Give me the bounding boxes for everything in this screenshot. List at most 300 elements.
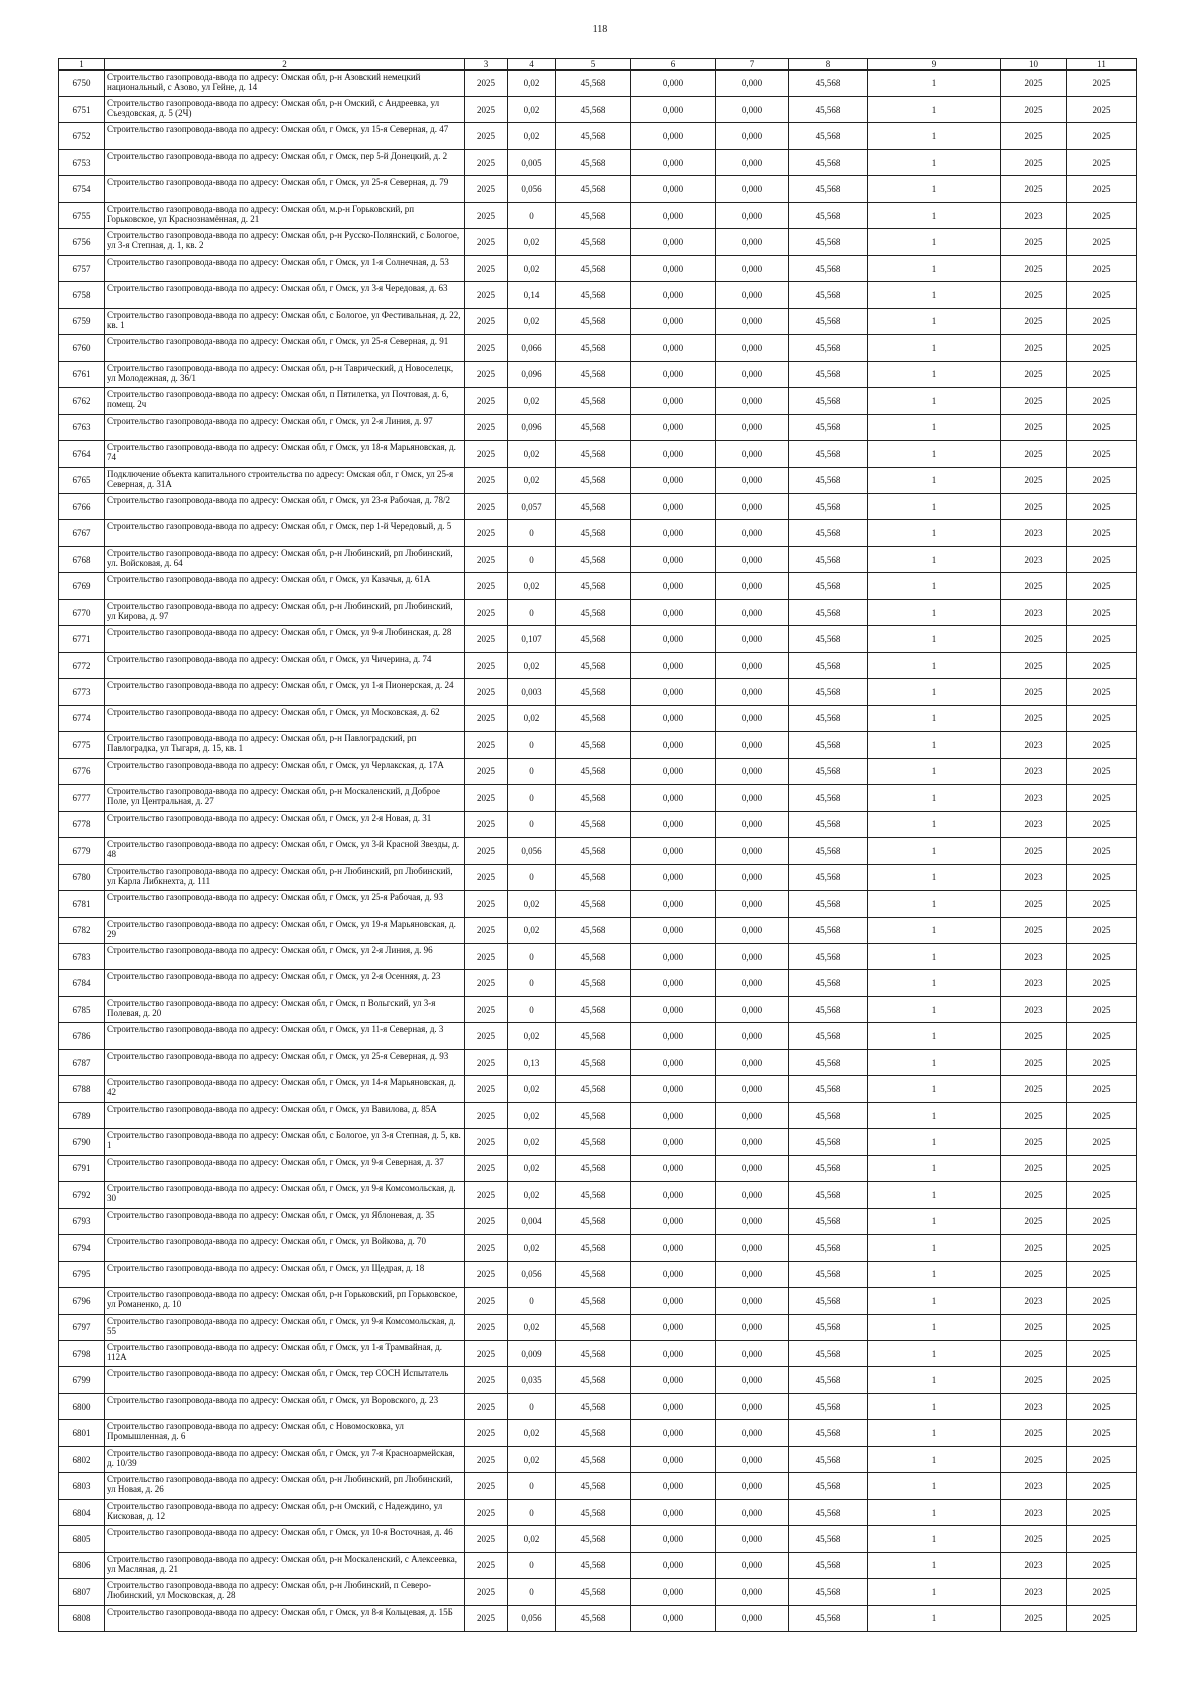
work-description-cell: Строительство газопровода-ввода по адресу: Омская обл, г Омск, ул Казачья, д. 61А <box>105 573 465 599</box>
cost-cell: 45,568 <box>556 891 631 917</box>
row-number-cell: 6803 <box>59 1473 105 1499</box>
cost-cell: 45,568 <box>556 255 631 281</box>
cost-col6-cell: 0,000 <box>631 652 716 678</box>
table-row <box>59 1446 1137 1472</box>
cost-cell: 45,568 <box>556 467 631 493</box>
end-year-cell: 2025 <box>1067 467 1137 493</box>
end-year-cell: 2025 <box>1067 361 1137 387</box>
quantity-cell: 1 <box>868 1076 1001 1102</box>
table-row <box>59 96 1137 122</box>
cost-col6-cell: 0,000 <box>631 970 716 996</box>
table-row <box>59 149 1137 175</box>
start-year-cell: 2023 <box>1001 1499 1067 1525</box>
plan-year-cell: 2025 <box>465 255 508 281</box>
row-number-cell: 6768 <box>59 546 105 572</box>
cost-col6-cell: 0,000 <box>631 308 716 334</box>
cost-col6-cell: 0,000 <box>631 811 716 837</box>
row-number-cell: 6777 <box>59 785 105 811</box>
row-number-cell: 6795 <box>59 1261 105 1287</box>
cost-col6-cell: 0,000 <box>631 1393 716 1419</box>
start-year-cell: 2025 <box>1001 1235 1067 1261</box>
total-cost-cell: 45,568 <box>789 1129 868 1155</box>
start-year-cell: 2023 <box>1001 546 1067 572</box>
end-year-cell: 2025 <box>1067 1049 1137 1075</box>
row-number-cell: 6779 <box>59 838 105 864</box>
cost-col7-cell: 0,000 <box>716 1473 789 1499</box>
row-number-cell: 6756 <box>59 229 105 255</box>
table-row <box>59 1076 1137 1102</box>
start-year-cell: 2025 <box>1001 1208 1067 1234</box>
table-row <box>59 864 1137 890</box>
end-year-cell: 2025 <box>1067 176 1137 202</box>
row-number-cell: 6798 <box>59 1341 105 1367</box>
cost-col7-cell: 0,000 <box>716 996 789 1022</box>
work-description-cell: Строительство газопровода-ввода по адресу: Омская обл, м.р-н Горьковский, рп Горьковское, ул Краснознамённая, д. 21 <box>105 202 465 228</box>
plan-year-cell: 2025 <box>465 520 508 546</box>
plan-year-cell: 2025 <box>465 1579 508 1605</box>
cost-cell: 45,568 <box>556 1235 631 1261</box>
length-km-cell: 0,02 <box>508 388 556 414</box>
cost-col6-cell: 0,000 <box>631 732 716 758</box>
cost-cell: 45,568 <box>556 1393 631 1419</box>
column-header-11: 11 <box>1067 59 1137 71</box>
start-year-cell: 2023 <box>1001 758 1067 784</box>
work-description-cell: Подключение объекта капитального строительства по адресу: Омская обл, г Омск, ул 25-я Северная, д. 31А <box>105 467 465 493</box>
plan-year-cell: 2025 <box>465 1129 508 1155</box>
start-year-cell: 2025 <box>1001 308 1067 334</box>
cost-cell: 45,568 <box>556 1049 631 1075</box>
table-row <box>59 70 1137 96</box>
work-description-cell: Строительство газопровода-ввода по адресу: Омская обл, р-н Любинский, рп Любинский, ул Кирова, д. 97 <box>105 599 465 625</box>
table-row <box>59 1526 1137 1552</box>
total-cost-cell: 45,568 <box>789 520 868 546</box>
cost-cell: 45,568 <box>556 546 631 572</box>
cost-col6-cell: 0,000 <box>631 494 716 520</box>
row-number-cell: 6789 <box>59 1102 105 1128</box>
table-row <box>59 1023 1137 1049</box>
start-year-cell: 2025 <box>1001 838 1067 864</box>
start-year-cell: 2023 <box>1001 1288 1067 1314</box>
cost-col6-cell: 0,000 <box>631 891 716 917</box>
end-year-cell: 2025 <box>1067 1182 1137 1208</box>
cost-cell: 45,568 <box>556 388 631 414</box>
table-row <box>59 1420 1137 1446</box>
table-row <box>59 520 1137 546</box>
quantity-cell: 1 <box>868 732 1001 758</box>
work-description-cell: Строительство газопровода-ввода по адресу: Омская обл, г Омск, ул 3-я Чередовая, д. 63 <box>105 282 465 308</box>
plan-year-cell: 2025 <box>465 1049 508 1075</box>
work-description-cell: Строительство газопровода-ввода по адресу: Омская обл, г Омск, тер СОСН Испытатель <box>105 1367 465 1393</box>
cost-cell: 45,568 <box>556 1288 631 1314</box>
row-number-cell: 6792 <box>59 1182 105 1208</box>
total-cost-cell: 45,568 <box>789 811 868 837</box>
total-cost-cell: 45,568 <box>789 785 868 811</box>
register-table <box>58 58 1137 1632</box>
length-km-cell: 0,096 <box>508 414 556 440</box>
row-number-cell: 6763 <box>59 414 105 440</box>
end-year-cell: 2025 <box>1067 1129 1137 1155</box>
cost-cell: 45,568 <box>556 652 631 678</box>
cost-col7-cell: 0,000 <box>716 758 789 784</box>
total-cost-cell: 45,568 <box>789 573 868 599</box>
cost-col6-cell: 0,000 <box>631 679 716 705</box>
cost-cell: 45,568 <box>556 679 631 705</box>
total-cost-cell: 45,568 <box>789 123 868 149</box>
quantity-cell: 1 <box>868 838 1001 864</box>
table-row <box>59 705 1137 731</box>
cost-col7-cell: 0,000 <box>716 652 789 678</box>
row-number-cell: 6793 <box>59 1208 105 1234</box>
cost-col6-cell: 0,000 <box>631 1314 716 1340</box>
total-cost-cell: 45,568 <box>789 467 868 493</box>
end-year-cell: 2025 <box>1067 679 1137 705</box>
length-km-cell: 0 <box>508 943 556 969</box>
total-cost-cell: 45,568 <box>789 1393 868 1419</box>
quantity-cell: 1 <box>868 1129 1001 1155</box>
quantity-cell: 1 <box>868 546 1001 572</box>
quantity-cell: 1 <box>868 388 1001 414</box>
end-year-cell: 2025 <box>1067 70 1137 96</box>
plan-year-cell: 2025 <box>465 1420 508 1446</box>
length-km-cell: 0 <box>508 202 556 228</box>
cost-cell: 45,568 <box>556 1579 631 1605</box>
column-header-10: 10 <box>1001 59 1067 71</box>
row-number-cell: 6805 <box>59 1526 105 1552</box>
length-km-cell: 0,02 <box>508 1420 556 1446</box>
row-number-cell: 6790 <box>59 1129 105 1155</box>
quantity-cell: 1 <box>868 176 1001 202</box>
plan-year-cell: 2025 <box>465 441 508 467</box>
start-year-cell: 2025 <box>1001 1446 1067 1472</box>
work-description-cell: Строительство газопровода-ввода по адресу: Омская обл, г Омск, ул 9-я Любинская, д. 28 <box>105 626 465 652</box>
work-description-cell: Строительство газопровода-ввода по адресу: Омская обл, р-н Любинский, рп Любинский, ул Карла Либкнехта, д. 111 <box>105 864 465 890</box>
cost-cell: 45,568 <box>556 1552 631 1578</box>
cost-cell: 45,568 <box>556 361 631 387</box>
table-row <box>59 414 1137 440</box>
table-row <box>59 943 1137 969</box>
cost-cell: 45,568 <box>556 1499 631 1525</box>
cost-col6-cell: 0,000 <box>631 1499 716 1525</box>
table-row <box>59 970 1137 996</box>
page-number: 118 <box>592 24 608 35</box>
total-cost-cell: 45,568 <box>789 1420 868 1446</box>
length-km-cell: 0 <box>508 1393 556 1419</box>
work-description-cell: Строительство газопровода-ввода по адресу: Омская обл, г Омск, ул 25-я Северная, д. 91 <box>105 335 465 361</box>
start-year-cell: 2025 <box>1001 414 1067 440</box>
plan-year-cell: 2025 <box>465 70 508 96</box>
cost-cell: 45,568 <box>556 943 631 969</box>
start-year-cell: 2023 <box>1001 520 1067 546</box>
row-number-cell: 6774 <box>59 705 105 731</box>
quantity-cell: 1 <box>868 96 1001 122</box>
row-number-cell: 6750 <box>59 70 105 96</box>
plan-year-cell: 2025 <box>465 149 508 175</box>
table-row <box>59 1182 1137 1208</box>
quantity-cell: 1 <box>868 202 1001 228</box>
quantity-cell: 1 <box>868 1049 1001 1075</box>
plan-year-cell: 2025 <box>465 414 508 440</box>
total-cost-cell: 45,568 <box>789 1049 868 1075</box>
cost-col6-cell: 0,000 <box>631 520 716 546</box>
end-year-cell: 2025 <box>1067 1473 1137 1499</box>
cost-col7-cell: 0,000 <box>716 494 789 520</box>
total-cost-cell: 45,568 <box>789 414 868 440</box>
total-cost-cell: 45,568 <box>789 1182 868 1208</box>
length-km-cell: 0,02 <box>508 1155 556 1181</box>
row-number-cell: 6775 <box>59 732 105 758</box>
cost-col6-cell: 0,000 <box>631 1420 716 1446</box>
cost-cell: 45,568 <box>556 1208 631 1234</box>
start-year-cell: 2023 <box>1001 996 1067 1022</box>
plan-year-cell: 2025 <box>465 546 508 572</box>
start-year-cell: 2023 <box>1001 599 1067 625</box>
plan-year-cell: 2025 <box>465 1552 508 1578</box>
cost-cell: 45,568 <box>556 573 631 599</box>
cost-col7-cell: 0,000 <box>716 520 789 546</box>
quantity-cell: 1 <box>868 811 1001 837</box>
length-km-cell: 0,02 <box>508 917 556 943</box>
cost-col7-cell: 0,000 <box>716 1420 789 1446</box>
total-cost-cell: 45,568 <box>789 1552 868 1578</box>
plan-year-cell: 2025 <box>465 388 508 414</box>
work-description-cell: Строительство газопровода-ввода по адресу: Омская обл, г Омск, ул 25-я Северная, д. 93 <box>105 1049 465 1075</box>
length-km-cell: 0,02 <box>508 229 556 255</box>
length-km-cell: 0,02 <box>508 467 556 493</box>
work-description-cell: Строительство газопровода-ввода по адресу: Омская обл, г Омск, ул 25-я Рабочая, д. 93 <box>105 891 465 917</box>
table-row <box>59 679 1137 705</box>
row-number-cell: 6769 <box>59 573 105 599</box>
start-year-cell: 2023 <box>1001 811 1067 837</box>
plan-year-cell: 2025 <box>465 1526 508 1552</box>
start-year-cell: 2025 <box>1001 1605 1067 1631</box>
row-number-cell: 6788 <box>59 1076 105 1102</box>
length-km-cell: 0,057 <box>508 494 556 520</box>
cost-col7-cell: 0,000 <box>716 943 789 969</box>
table-row <box>59 838 1137 864</box>
table-row <box>59 282 1137 308</box>
row-number-cell: 6784 <box>59 970 105 996</box>
row-number-cell: 6771 <box>59 626 105 652</box>
cost-col6-cell: 0,000 <box>631 573 716 599</box>
plan-year-cell: 2025 <box>465 494 508 520</box>
work-description-cell: Строительство газопровода-ввода по адресу: Омская обл, р-н Горьковский, рп Горьковское, ул Романенко, д. 10 <box>105 1288 465 1314</box>
quantity-cell: 1 <box>868 70 1001 96</box>
table-row <box>59 891 1137 917</box>
table-row <box>59 361 1137 387</box>
start-year-cell: 2025 <box>1001 255 1067 281</box>
plan-year-cell: 2025 <box>465 308 508 334</box>
length-km-cell: 0,02 <box>508 1102 556 1128</box>
length-km-cell: 0,056 <box>508 176 556 202</box>
end-year-cell: 2025 <box>1067 96 1137 122</box>
table-row <box>59 785 1137 811</box>
length-km-cell: 0 <box>508 970 556 996</box>
work-description-cell: Строительство газопровода-ввода по адресу: Омская обл, г Омск, пер 5-й Донецкий, д. 2 <box>105 149 465 175</box>
cost-col7-cell: 0,000 <box>716 1579 789 1605</box>
table-row <box>59 811 1137 837</box>
work-description-cell: Строительство газопровода-ввода по адресу: Омская обл, г Омск, ул 18-я Марьяновская, д. 74 <box>105 441 465 467</box>
cost-col6-cell: 0,000 <box>631 96 716 122</box>
table-row <box>59 1341 1137 1367</box>
cost-cell: 45,568 <box>556 626 631 652</box>
total-cost-cell: 45,568 <box>789 1155 868 1181</box>
cost-col6-cell: 0,000 <box>631 758 716 784</box>
quantity-cell: 1 <box>868 308 1001 334</box>
cost-col7-cell: 0,000 <box>716 1499 789 1525</box>
length-km-cell: 0,13 <box>508 1049 556 1075</box>
row-number-cell: 6778 <box>59 811 105 837</box>
work-description-cell: Строительство газопровода-ввода по адресу: Омская обл, г Омск, ул 3-й Красной Звезды, д. 48 <box>105 838 465 864</box>
cost-col6-cell: 0,000 <box>631 467 716 493</box>
end-year-cell: 2025 <box>1067 996 1137 1022</box>
quantity-cell: 1 <box>868 1341 1001 1367</box>
length-km-cell: 0 <box>508 599 556 625</box>
length-km-cell: 0,035 <box>508 1367 556 1393</box>
total-cost-cell: 45,568 <box>789 864 868 890</box>
cost-cell: 45,568 <box>556 864 631 890</box>
end-year-cell: 2025 <box>1067 388 1137 414</box>
work-description-cell: Строительство газопровода-ввода по адресу: Омская обл, г Омск, ул 2-я Линия, д. 97 <box>105 414 465 440</box>
cost-col7-cell: 0,000 <box>716 1182 789 1208</box>
length-km-cell: 0,02 <box>508 1023 556 1049</box>
cost-col7-cell: 0,000 <box>716 1393 789 1419</box>
length-km-cell: 0,02 <box>508 255 556 281</box>
cost-col6-cell: 0,000 <box>631 626 716 652</box>
end-year-cell: 2025 <box>1067 652 1137 678</box>
table-row <box>59 1102 1137 1128</box>
plan-year-cell: 2025 <box>465 1261 508 1287</box>
table-row <box>59 202 1137 228</box>
end-year-cell: 2025 <box>1067 1605 1137 1631</box>
total-cost-cell: 45,568 <box>789 1208 868 1234</box>
cost-col6-cell: 0,000 <box>631 335 716 361</box>
cost-col6-cell: 0,000 <box>631 229 716 255</box>
column-header-5: 5 <box>556 59 631 71</box>
cost-col6-cell: 0,000 <box>631 838 716 864</box>
cost-cell: 45,568 <box>556 758 631 784</box>
cost-col7-cell: 0,000 <box>716 149 789 175</box>
cost-cell: 45,568 <box>556 732 631 758</box>
start-year-cell: 2025 <box>1001 891 1067 917</box>
quantity-cell: 1 <box>868 229 1001 255</box>
end-year-cell: 2025 <box>1067 891 1137 917</box>
total-cost-cell: 45,568 <box>789 149 868 175</box>
start-year-cell: 2025 <box>1001 626 1067 652</box>
column-header-9: 9 <box>868 59 1001 71</box>
end-year-cell: 2025 <box>1067 970 1137 996</box>
row-number-cell: 6799 <box>59 1367 105 1393</box>
cost-col7-cell: 0,000 <box>716 1208 789 1234</box>
total-cost-cell: 45,568 <box>789 1446 868 1472</box>
length-km-cell: 0 <box>508 864 556 890</box>
start-year-cell: 2025 <box>1001 494 1067 520</box>
end-year-cell: 2025 <box>1067 123 1137 149</box>
end-year-cell: 2025 <box>1067 943 1137 969</box>
start-year-cell: 2025 <box>1001 388 1067 414</box>
cost-col7-cell: 0,000 <box>716 1526 789 1552</box>
length-km-cell: 0 <box>508 996 556 1022</box>
plan-year-cell: 2025 <box>465 1446 508 1472</box>
table-row <box>59 599 1137 625</box>
end-year-cell: 2025 <box>1067 758 1137 784</box>
plan-year-cell: 2025 <box>465 123 508 149</box>
cost-col7-cell: 0,000 <box>716 1552 789 1578</box>
cost-col6-cell: 0,000 <box>631 202 716 228</box>
quantity-cell: 1 <box>868 1446 1001 1472</box>
table-row <box>59 1499 1137 1525</box>
total-cost-cell: 45,568 <box>789 1076 868 1102</box>
start-year-cell: 2025 <box>1001 335 1067 361</box>
cost-cell: 45,568 <box>556 811 631 837</box>
start-year-cell: 2025 <box>1001 282 1067 308</box>
work-description-cell: Строительство газопровода-ввода по адресу: Омская обл, г Омск, ул 1-я Солнечная, д. 53 <box>105 255 465 281</box>
row-number-cell: 6759 <box>59 308 105 334</box>
cost-cell: 45,568 <box>556 494 631 520</box>
work-description-cell: Строительство газопровода-ввода по адресу: Омская обл, г Омск, ул 2-я Линия, д. 96 <box>105 943 465 969</box>
table-body <box>59 70 1137 1632</box>
row-number-cell: 6794 <box>59 1235 105 1261</box>
row-number-cell: 6751 <box>59 96 105 122</box>
quantity-cell: 1 <box>868 679 1001 705</box>
start-year-cell: 2025 <box>1001 441 1067 467</box>
quantity-cell: 1 <box>868 1261 1001 1287</box>
plan-year-cell: 2025 <box>465 1473 508 1499</box>
start-year-cell: 2025 <box>1001 1314 1067 1340</box>
cost-col7-cell: 0,000 <box>716 732 789 758</box>
end-year-cell: 2025 <box>1067 917 1137 943</box>
plan-year-cell: 2025 <box>465 785 508 811</box>
work-description-cell: Строительство газопровода-ввода по адресу: Омская обл, с Бологое, ул 3-я Степная, д. 5, кв. 1 <box>105 1129 465 1155</box>
quantity-cell: 1 <box>868 282 1001 308</box>
cost-cell: 45,568 <box>556 1261 631 1287</box>
plan-year-cell: 2025 <box>465 652 508 678</box>
length-km-cell: 0,02 <box>508 96 556 122</box>
plan-year-cell: 2025 <box>465 573 508 599</box>
end-year-cell: 2025 <box>1067 626 1137 652</box>
plan-year-cell: 2025 <box>465 943 508 969</box>
total-cost-cell: 45,568 <box>789 705 868 731</box>
table-row <box>59 1314 1137 1340</box>
length-km-cell: 0,02 <box>508 308 556 334</box>
length-km-cell: 0 <box>508 758 556 784</box>
total-cost-cell: 45,568 <box>789 1526 868 1552</box>
table-row <box>59 229 1137 255</box>
quantity-cell: 1 <box>868 626 1001 652</box>
cost-cell: 45,568 <box>556 149 631 175</box>
cost-cell: 45,568 <box>556 1367 631 1393</box>
total-cost-cell: 45,568 <box>789 96 868 122</box>
row-number-cell: 6762 <box>59 388 105 414</box>
quantity-cell: 1 <box>868 1288 1001 1314</box>
start-year-cell: 2025 <box>1001 96 1067 122</box>
cost-col6-cell: 0,000 <box>631 1367 716 1393</box>
cost-col6-cell: 0,000 <box>631 1605 716 1631</box>
start-year-cell: 2025 <box>1001 229 1067 255</box>
plan-year-cell: 2025 <box>465 1605 508 1631</box>
length-km-cell: 0,02 <box>508 1526 556 1552</box>
table-row <box>59 1367 1137 1393</box>
row-number-cell: 6753 <box>59 149 105 175</box>
cost-col6-cell: 0,000 <box>631 123 716 149</box>
work-description-cell: Строительство газопровода-ввода по адресу: Омская обл, п Пятилетка, ул Почтовая, д. 6, помещ. 2ч <box>105 388 465 414</box>
cost-col7-cell: 0,000 <box>716 361 789 387</box>
total-cost-cell: 45,568 <box>789 652 868 678</box>
cost-col6-cell: 0,000 <box>631 917 716 943</box>
cost-col7-cell: 0,000 <box>716 1129 789 1155</box>
plan-year-cell: 2025 <box>465 96 508 122</box>
end-year-cell: 2025 <box>1067 308 1137 334</box>
table-row <box>59 1208 1137 1234</box>
